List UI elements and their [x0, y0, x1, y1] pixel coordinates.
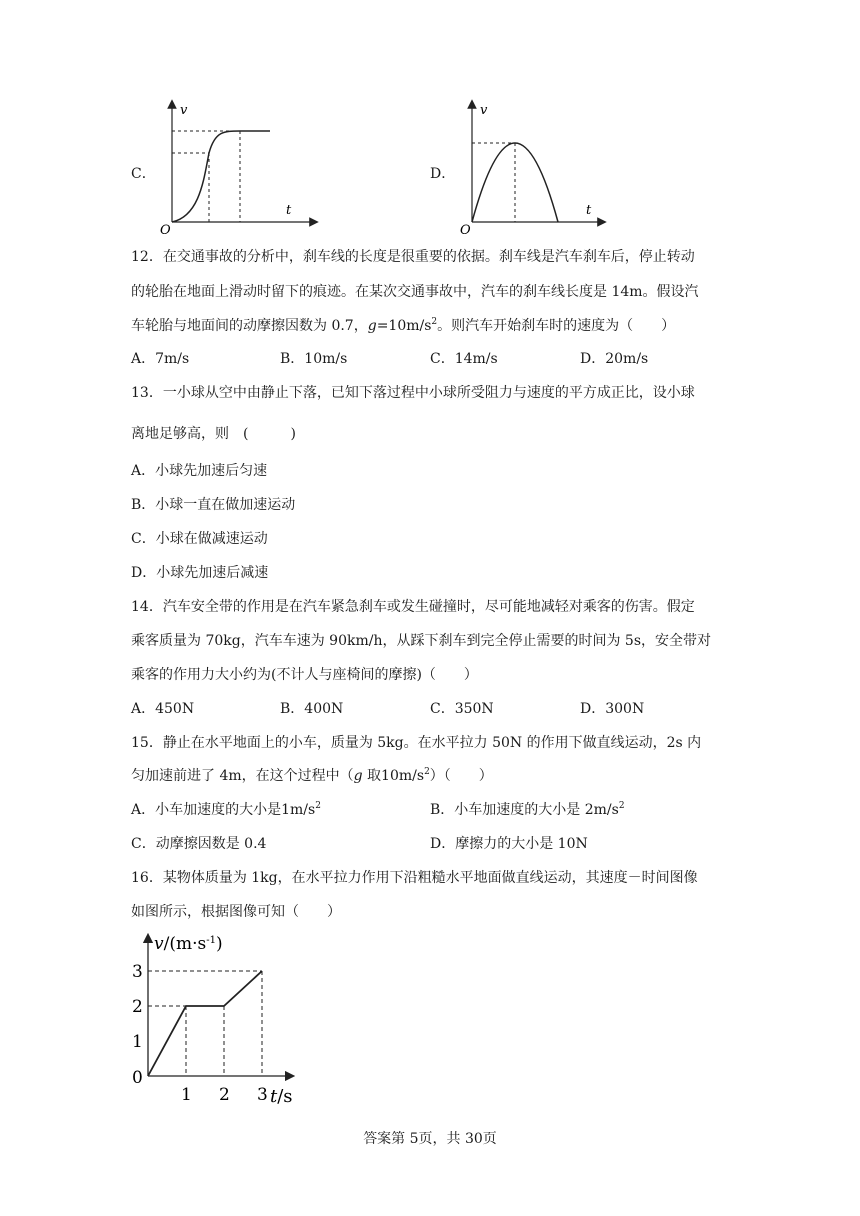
- q14-option-d[interactable]: D．300N: [580, 701, 645, 717]
- vt-y-tick-2: 2: [132, 997, 143, 1017]
- q14-line-3: 乘客的作用力大小约为(不计人与座椅间的摩擦)（ ）: [131, 667, 478, 683]
- q16-line-1: 16．某物体质量为 1kg，在水平拉力作用下沿粗糙水平地面做直线运动，其速度－时间图像: [131, 870, 698, 886]
- graph-d-origin: O: [460, 223, 471, 234]
- q13-option-b[interactable]: B．小球一直在做加速运动: [131, 497, 296, 513]
- page-footer: 答案第 5页，共 30页: [363, 1131, 497, 1147]
- q13-line-1: 13．一小球从空中由静止下落，已知下落过程中小球所受阻力与速度的平方成正比，设小球: [131, 385, 695, 401]
- q15-option-b[interactable]: B．小车加速度的大小是 $2m/s^2$: [430, 801, 625, 818]
- q12-option-b[interactable]: B．10m/s: [280, 351, 348, 367]
- vt-y-tick-1: 1: [132, 1032, 143, 1052]
- graph-d-t-label: t: [586, 203, 592, 218]
- vt-x-label: t/s: [270, 1086, 293, 1104]
- q12-option-d[interactable]: D．20m/s: [580, 351, 649, 367]
- graph-c-curve: [172, 131, 270, 222]
- vt-x-tick-1: 1: [181, 1085, 192, 1104]
- q12-line-1: 12．在交通事故的分析中，刹车线的长度是很重要的依据。刹车线是汽车刹车后，停止转动: [131, 249, 695, 265]
- q13-option-a[interactable]: A．小球先加速后匀速: [131, 463, 268, 479]
- graph-d: [458, 98, 608, 234]
- q13-option-d[interactable]: D．小球先加速后减速: [131, 565, 269, 581]
- q13-line-2: 离地足够高，则 ( ): [131, 426, 296, 442]
- graph-c-origin: O: [160, 223, 171, 234]
- q14-option-a[interactable]: A．450N: [131, 701, 195, 717]
- q12-line-3: 车轮胎与地面间的动摩擦因数为 0.7，$g=10m/s^2$。则汽车开始刹车时的速度为（ ）: [131, 317, 676, 334]
- graph-c: [160, 98, 320, 234]
- vt-x-tick-2: 2: [219, 1085, 230, 1104]
- q14-line-1: 14．汽车安全带的作用是在汽车紧急刹车或发生碰撞时，尽可能地减轻对乘客的伤害。假定: [131, 599, 695, 615]
- option-d-label: D．: [430, 166, 456, 182]
- q13-option-c[interactable]: C．小球在做减速运动: [131, 531, 268, 547]
- q14-option-b[interactable]: B．400N: [280, 701, 344, 717]
- graph-c-t-label: t: [286, 203, 292, 218]
- q16-line-2: 如图所示，根据图像可知（ ）: [131, 904, 341, 920]
- graph-c-v-label: v: [180, 103, 188, 118]
- q12-option-c[interactable]: C．14m/s: [430, 351, 498, 367]
- q15-option-a[interactable]: A．小车加速度的大小是$1m/s^2$: [131, 801, 321, 818]
- vt-graph: [128, 932, 308, 1104]
- vt-series-line: [148, 971, 262, 1076]
- vt-y-label: $v/(m\cdot s^{-1})$: [154, 934, 223, 954]
- q12-line-2: 的轮胎在地面上滑动时留下的痕迹。在某次交通事故中，汽车的刹车线长度是 14m。假设汽: [131, 284, 699, 300]
- q15-line-2: 匀加速前进了 4m，在这个过程中（g 取$10m/s^2$）（ ）: [131, 767, 493, 784]
- vt-y-tick-3: 3: [132, 962, 143, 982]
- q14-option-c[interactable]: C．350N: [430, 701, 494, 717]
- graph-d-v-label: v: [480, 103, 488, 118]
- q14-line-2: 乘客质量为 70kg，汽车车速为 90km/h，从踩下刹车到完全停止需要的时间为 5s，安全带对: [131, 633, 712, 649]
- vt-x-tick-3: 3: [257, 1085, 268, 1104]
- option-c-label: C．: [131, 166, 156, 182]
- q15-line-1: 15．静止在水平地面上的小车，质量为 5kg。在水平拉力 50N 的作用下做直线运动，2s 内: [131, 735, 702, 751]
- q15-option-d[interactable]: D．摩擦力的大小是 10N: [430, 836, 588, 852]
- q12-option-a[interactable]: A．7m/s: [131, 351, 190, 367]
- q15-option-c[interactable]: C．动摩擦因数是 0.4: [131, 836, 267, 852]
- vt-origin-label: 0: [132, 1068, 143, 1088]
